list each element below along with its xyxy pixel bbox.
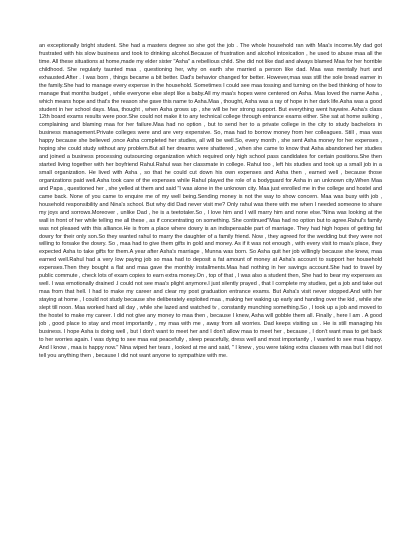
body-paragraph: an exceptionally bright student. She had a masters degree so she got the job . The whole household ran with Maa's income.My dad got frustrated with his slow business and took to drinking alcohol.Because of frustration and alcohol intoxication , he used to abuse maa all the time. All these situations at home,made my elder sister "Asha" a rebellious child. She did not like dad and always blamed Maa for her horrible childhood. She regularly taunted maa , questioning her, why on earth she married a person like dad. Maa was mentally hurt and exhausted.After . I was born , things became a bit better. Dad's behavior changed for better. However,maa was still the sole bread earner in the family.She had to manage every expense in the household. Sometimes I could see maa tossing and turning on the bed thinking of how to manage that months budget , while everyone else slept like a baby.All my maa's hopes were centered on Asha. Maa loved the name Asha , which means hope and that's the reason she gave this name to Asha.Maa , thought, Asha was a ray of hope in her dark life.Asha was a good student in her school days. Maa, thought , when Asha grows up , she will be her strong support. But everything went haywire. Asha's class 12th board exams results were poor.She could not make it to any technical college through entrance exams either. She sat at home sulking , complaining and blaming maa for her failure.Maa had no option , but to send her to a private college in the city to study bachelors in business management.Private colleges were and are very expensive. So, maa had to borrow money from her colleagues. Still , maa was happy because she believed ,once Asha completed her studies, all will be well.So, every month , she sent Asha money for her expenses , hoping she could study without any problem.But all her dreams were shattered , when she came to know that Asha abandoned her studies and joined a business processing outsourcing organization which required only high school pass candidates for certain positions.She then started living together with her boyfriend Rahul.Rahul was her classmate in college. Rahul too , left his studies and took up a small job in a small organization. He lived with Asha , so that he could cut down his own expenses and Asha then , earned well , because those organizations paid well.Asha took care of the expenses while Rahul played the role of a bodyguard for Asha in an unknown city.When Maa and Papa , questioned her , she yelled at them and said "I was alone in the unknown city. Maa just enrolled me in the college and hostel and came back. None of you came to enquire me of my well being.Sending money is not the way to show concern. Maa was busy with job , household responsibility and Nina's school. But why did Dad never visit me? Only rahul was there with me when I needed someone to share my joys and sorrows.Moreover , unlike Dad , he is a teetotaler.So , I love him and I will marry him and none else."Nina was looking at the wall in front of her while telling me all these , as if concentrating on something. She continued"Maa had no option but to agree.Rahul's family was not pleased with this alliance.He is from a place where dowry is an indispensable part of marriage. They had high hopes of getting fat dowry for their only son.So they wanted rahul to marry the daughter of a family friend. Now , they agreed for the wedding but they were not willing to forsake the dowry. So , maa had to give them gifts in gold and money. As if it was not enough , with every visit to maa's place, they expected Asha to take gifts for them.A year after Asha's marriage , Munna was born. So Asha quit her job willingly because she knew, maa earned well.Rahul had a very low paying job so maa had to deposit a fat amount of money at Asha's account to support her household expenses.Then they bought a flat and maa gave the monthly installments.Maa had nothing in her savings account.She had to travel by public commute , check lots of exam copies to earn extra money.On , top of that , I was also a student then, She had to bear my expenses as well. I was emotionally drained .I could not see maa's plight anymore.I just silently prayed , that I complete my studies, get a job and take out maa from that hell. I had to make my career and clear my post graduation entrance exams. But Asha's visit never stopped.And with her staying at home , I could not study because she deliberately exploited maa , making her waking up early and handing over the kid , while she slept till noon. Maa worked hard all day , while she lazed and watched tv , constantly munching something.So , I took up a job and moved to the hostel to make my career. I did not give any money to maa then , because I knew, Asha will gobble them all. Finally , here I am . A good job , good place to stay and most importantly , my maa with me , away from all worries. Dad keeps visiting us . He is still managing his business. I hope Asha is doing well , but I don't want to meet her and I don't allow maa to meet her , because , I don't want maa to get back to her worries again. I was dying to see maa eat peacefully , sleep peacefully, dress well and most importantly , I wanted to see maa happy. And I know , maa is happy now." Nina wiped her tears , looked at me and said, " I knew , you were taking extra classes with maa but I did not tell you anything then , because I did not want anyone to sympathize with me. (39, 43, 382, 359)
document-page (39, 43, 382, 531)
